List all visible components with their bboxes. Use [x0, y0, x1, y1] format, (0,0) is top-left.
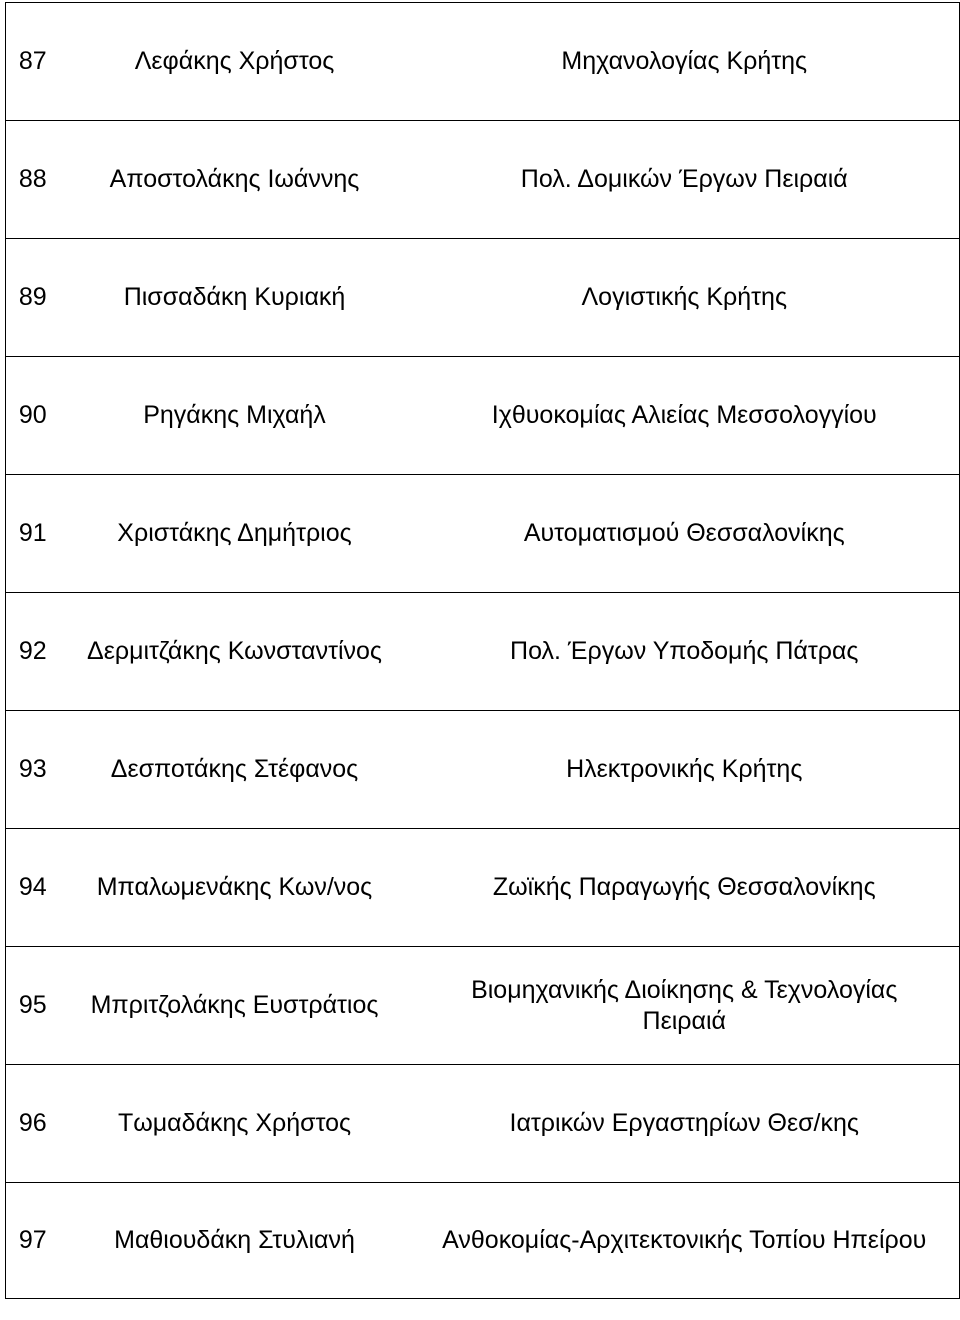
row-number: 96 [6, 1065, 60, 1183]
department-name [410, 1183, 960, 1299]
department-name [410, 593, 960, 711]
department-name [410, 711, 960, 829]
department-name [410, 121, 960, 239]
roster-table [5, 2, 960, 1299]
department-line: Βιομηχανικής Διοίκησης & Τεχνολογίας [471, 975, 898, 1004]
department-name [410, 3, 960, 121]
department-name [410, 829, 960, 947]
department-line: Πειραιά [642, 1006, 726, 1035]
row-number: 91 [6, 475, 60, 593]
person-name: Πισσαδάκη Κυριακή [60, 239, 410, 357]
person-name: Μπαλωμενάκης Κων/νος [60, 829, 410, 947]
department-name [410, 475, 960, 593]
table-row [6, 121, 960, 239]
table-row [6, 1065, 960, 1183]
table-row [6, 711, 960, 829]
person-name: Μαθιουδάκη Στυλιανή [60, 1183, 410, 1299]
person-name: Λεφάκης Χρήστος [60, 3, 410, 121]
department-name [410, 1065, 960, 1183]
table-row [6, 593, 960, 711]
department-line: Ζωϊκής Παραγωγής Θεσσαλονίκης [492, 873, 876, 901]
department-line: Ανθοκομίας-Αρχιτεκτονικής Τοπίου Ηπείρου [442, 1226, 927, 1254]
person-name: Δερμιτζάκης Κωνσταντίνος [60, 593, 410, 711]
table-row [6, 3, 960, 121]
department-name [410, 357, 960, 475]
row-number: 87 [6, 3, 60, 121]
department-line: Λογιστικής Κρήτης [581, 283, 788, 311]
row-number: 92 [6, 593, 60, 711]
row-number: 97 [6, 1183, 60, 1299]
row-number: 89 [6, 239, 60, 357]
row-number: 94 [6, 829, 60, 947]
table-row [6, 947, 960, 1065]
department-name [410, 239, 960, 357]
department-line: Πολ. Έργων Υποδομής Πάτρας [510, 637, 859, 665]
table-row [6, 829, 960, 947]
row-number: 93 [6, 711, 60, 829]
person-name: Αποστολάκης Ιωάννης [60, 121, 410, 239]
department-line: Μηχανολογίας Κρήτης [561, 47, 808, 75]
table-row [6, 475, 960, 593]
person-name: Ρηγάκης Μιχαήλ [60, 357, 410, 475]
person-name: Δεσποτάκης Στέφανος [60, 711, 410, 829]
row-number: 90 [6, 357, 60, 475]
department-line: Ιχθυοκομίας Αλιείας Μεσσολογγίου [491, 401, 877, 429]
row-number: 95 [6, 947, 60, 1065]
person-name: Χριστάκης Δημήτριος [60, 475, 410, 593]
table-row [6, 239, 960, 357]
department-line: Πολ. Δομικών Έργων Πειραιά [520, 165, 848, 193]
person-name: Μπριτζολάκης Ευστράτιος [60, 947, 410, 1065]
table-row [6, 1183, 960, 1299]
department-line: Αυτοματισμού Θεσσαλονίκης [523, 519, 845, 547]
department-line: Ηλεκτρονικής Κρήτης [566, 755, 803, 783]
row-number: 88 [6, 121, 60, 239]
department-name [410, 947, 960, 1065]
department-line: Ιατρικών Εργαστηρίων Θεσ/κης [509, 1109, 859, 1137]
person-name: Τωμαδάκης Χρήστος [60, 1065, 410, 1183]
table-row [6, 357, 960, 475]
